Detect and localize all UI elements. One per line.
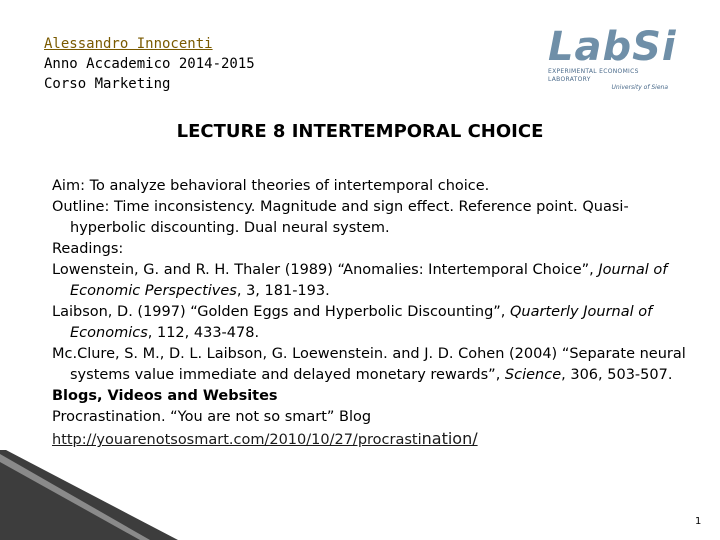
blogs-heading: Blogs, Videos and Websites xyxy=(52,388,278,404)
accent-stripe xyxy=(0,450,178,540)
link-text-end: nation/ xyxy=(421,429,478,448)
outline-label: Outline xyxy=(52,199,105,215)
page-number: 1 xyxy=(695,516,702,527)
outline-text: : Time inconsistency. Magnitude and sign effect. Reference point. Quasi-hyperbolic discounting. Dual neural system. xyxy=(70,199,629,236)
reference-item xyxy=(52,260,692,302)
reference-text: , 112, 433-478. xyxy=(147,325,260,341)
author-name[interactable]: Alessandro Innocenti xyxy=(44,36,213,52)
readings-label: Readings xyxy=(52,241,119,257)
labsi-logo xyxy=(548,24,682,91)
reference-text: Laibson, D. (1997) “Golden Eggs and Hyperbolic Discounting”, xyxy=(52,304,511,320)
journal-name: Journal of Economic Perspectives xyxy=(70,262,668,299)
reference-text: , 3, 181-193. xyxy=(236,283,330,299)
readings-line xyxy=(52,239,692,260)
academic-year: Anno Accademico 2014-2015 xyxy=(44,56,255,72)
blog-link[interactable] xyxy=(52,429,478,448)
aim-label: Aim xyxy=(52,178,81,194)
logo-word: LabSi xyxy=(548,24,677,70)
course-name: Corso Marketing xyxy=(44,76,171,92)
journal-name: Science xyxy=(504,367,562,383)
reference-text: , 306, 503-507. xyxy=(561,367,673,383)
reference-item xyxy=(52,344,692,386)
link-line xyxy=(52,428,692,451)
link-text: http://youarenotsosmart.com/2010/10/27/procrasti xyxy=(52,432,422,448)
reference-item xyxy=(52,302,692,344)
logo-subtitle: EXPERIMENTAL ECONOMICS LABORATORY xyxy=(548,68,639,83)
logo-university: University of Siena xyxy=(611,84,668,91)
reference-text: Mc.Clure, S. M., D. L. Laibson, G. Loewenstein. and J. D. Cohen (2004) “Separate neural systems value immediate and delayed monetary rewards”, xyxy=(52,346,686,383)
slide-body xyxy=(52,176,692,451)
reference-text: Lowenstein, G. and R. H. Thaler (1989) “Anomalies: Intertemporal Choice”, xyxy=(52,262,599,278)
header-block xyxy=(44,34,255,94)
aim-text: : To analyze behavioral theories of intertemporal choice. xyxy=(80,178,490,194)
journal-name: Quarterly Journal of Economics xyxy=(70,304,653,341)
outline-line xyxy=(52,197,692,239)
lecture-title: LECTURE 8 INTERTEMPORAL CHOICE xyxy=(176,121,544,142)
corner-accent-decoration xyxy=(0,450,180,540)
readings-colon: : xyxy=(118,241,124,257)
aim-line xyxy=(52,176,692,197)
procrastination-line: Procrastination. “You are not so smart” Blog xyxy=(52,409,372,425)
